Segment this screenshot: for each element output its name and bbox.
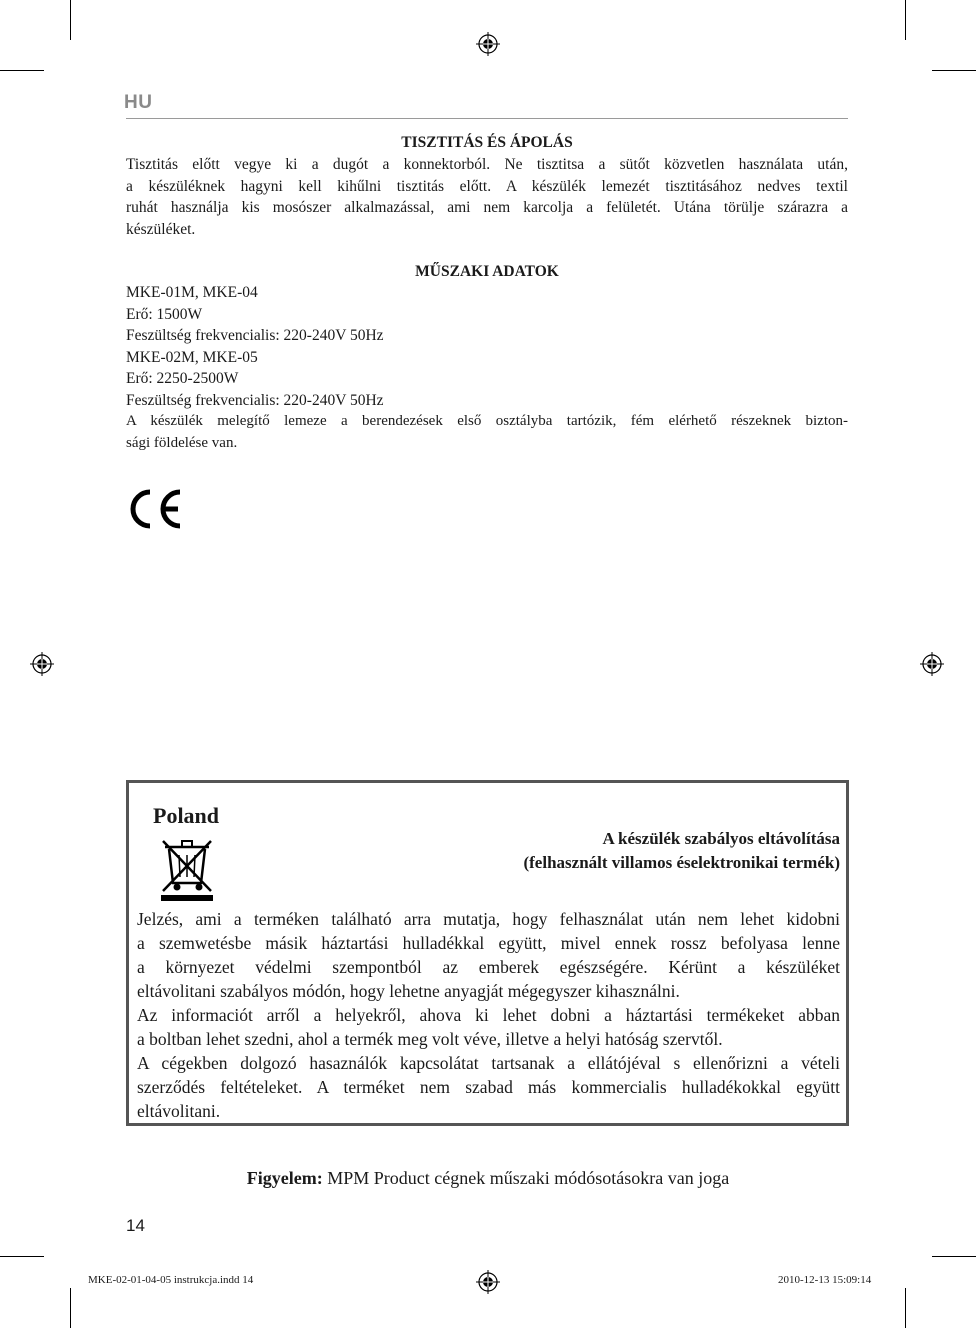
registration-mark-icon (920, 652, 944, 676)
cleaning-section (126, 134, 848, 240)
disposal-line: eltávolitani. (137, 1101, 221, 1121)
crossed-out-wheelie-bin-icon (157, 833, 219, 903)
print-slug-date: 2010-12-13 15:09:14 (778, 1274, 872, 1286)
crop-mark (905, 1288, 906, 1328)
disposal-line: eltávolitani szabályos módón, hogy lehetne anyagját mégegyszer kihasználni. (137, 981, 680, 1001)
spec-line: MKE-02M, MKE-05 (126, 348, 258, 366)
crop-mark (932, 1256, 976, 1257)
crop-mark (0, 1256, 44, 1257)
disposal-line: Az informaciót arről a helyekről, ahova ki lehet dobni a háztartási termékeket abban (137, 1005, 840, 1025)
registration-mark-icon (476, 1270, 500, 1294)
disposal-line: a környezet védelmi szempontból az emberek egészségére. Kérünt a készüléket (137, 957, 840, 977)
disposal-line: a boltban lehet szedni, ahol a termék meg volt véve, illetve a helyi hatóság szervtől. (137, 1029, 723, 1049)
cleaning-paragraph (126, 154, 848, 240)
disposal-line: Jelzés, ami a terméken található arra mutatja, hogy felhasználat után nem lehet kidobni (137, 909, 840, 929)
crop-mark (70, 1288, 71, 1328)
spec-line: MKE-01M, MKE-04 (126, 284, 258, 301)
spec-line: Feszültség frekvencialis: 220-240V 50Hz (126, 327, 384, 344)
spec-line: Erő: 2250-2500W (126, 370, 239, 387)
disposal-line: A cégekben dolgozó hasaználók kapcsolátat tartsanak a ellátójéval s ellenőrizni a vételi (137, 1053, 840, 1073)
crop-mark (905, 0, 906, 40)
disposal-heading-line: (felhasznált villamos éselektronikai termék) (523, 853, 840, 872)
disposal-heading-line: A készülék szabályos eltávolítása (602, 829, 840, 848)
spec-note-line: A készülék melegítő lemeze a berendezések első osztályba tartózik, fém elérhető részeknek bizton- (126, 413, 848, 429)
crop-mark (70, 0, 71, 40)
manufacturer-notice (0, 1168, 976, 1189)
cleaning-line: a készüléknek hagyni kell kihűlni tisztitás előtt. A készülék lemezét tisztitásához nedves textil (126, 177, 848, 195)
disposal-info-box (126, 780, 849, 1126)
language-label: HU (124, 92, 153, 113)
country-label: Poland (153, 803, 220, 828)
disposal-line: a szemwetésbe másik háztartási hulladékkal együtt, mivel ennek rossz befolyasa lenne (137, 933, 840, 953)
spec-line: Erő: 1500W (126, 305, 203, 323)
specs-title: MŰSZAKI ADATOK (415, 263, 559, 280)
page-number: 14 (126, 1216, 145, 1235)
cleaning-line: Tisztitás előtt vegye ki a dugót a konnektorból. Ne tisztitsa a sütőt közvetlen használata után, (126, 156, 848, 173)
notice-text: MPM Product cégnek műszaki módósotásokra van joga (322, 1168, 730, 1188)
crop-mark (932, 70, 976, 71)
cleaning-line: ruhát használja kis mosószer alkalmazással, ami nem karcolja a felületét. Utána törülje szárazra a (126, 199, 848, 216)
header-divider (126, 118, 848, 119)
cleaning-title: TISZTITÁS ÉS ÁPOLÁS (401, 134, 573, 151)
spec-note-line: sági földelése van. (126, 434, 238, 451)
registration-mark-icon (476, 32, 500, 56)
disposal-heading (523, 827, 840, 875)
disposal-line: szerződés feltételeket. A terméket nem szabad más kommercialis hulladékokkal együtt (137, 1077, 840, 1097)
spec-line: Feszültség frekvencialis: 220-240V 50Hz (126, 391, 384, 409)
disposal-text (137, 907, 840, 1123)
notice-label: Figyelem: (246, 1168, 323, 1188)
crop-mark (0, 70, 44, 71)
print-slug-file: MKE-02-01-04-05 instrukcja.indd 14 (88, 1274, 254, 1286)
registration-mark-icon (30, 652, 54, 676)
ce-mark-icon (124, 488, 184, 530)
cleaning-line: készüléket. (126, 220, 196, 238)
specs-section (126, 263, 848, 454)
